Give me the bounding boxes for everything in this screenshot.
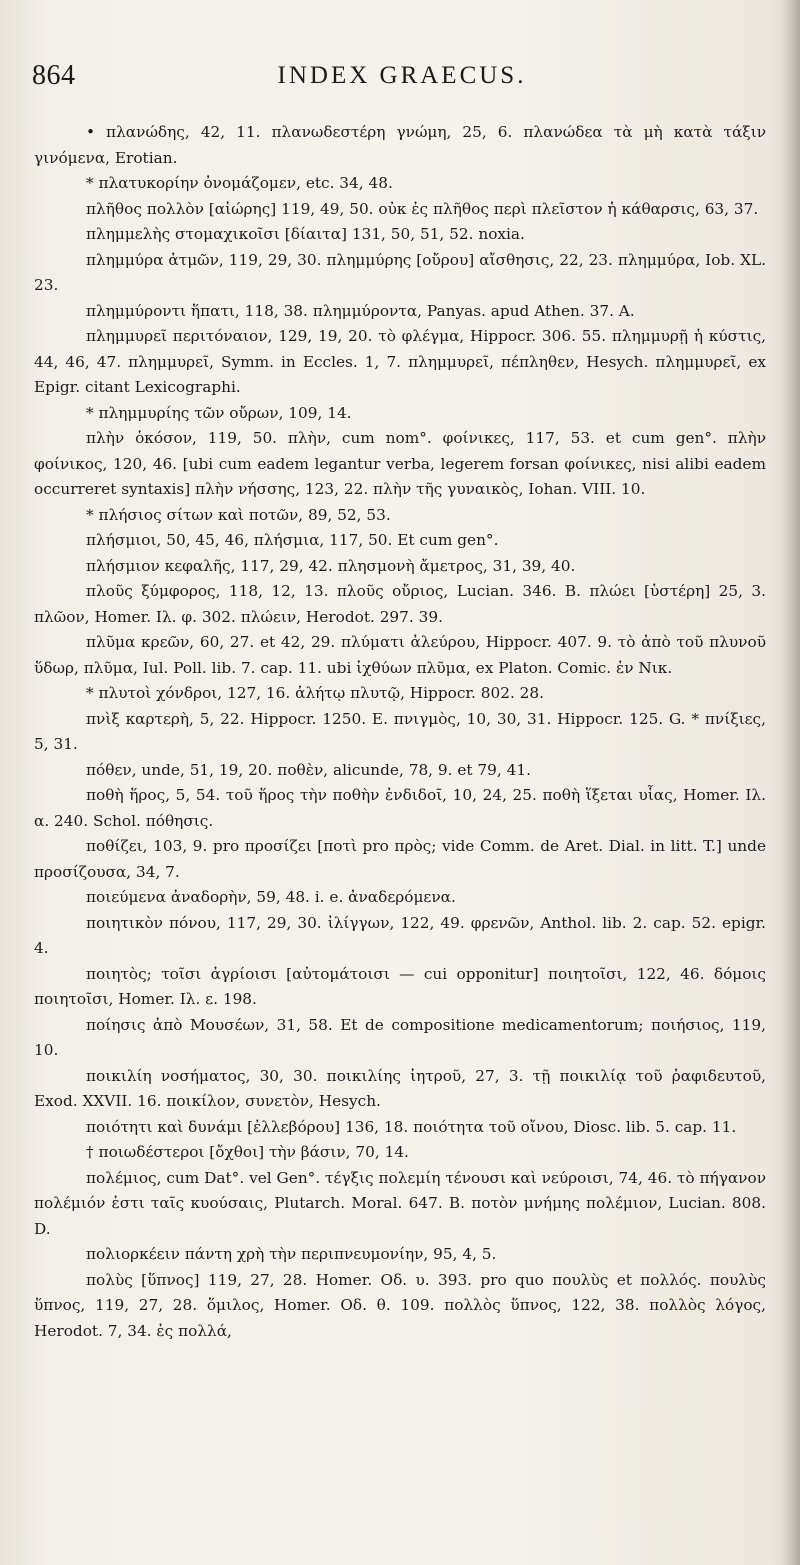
index-entry: • πλανώδης, 42, 11. πλανωδεστέρη γνώμη, 25, 6. πλανώδεα τὰ μὴ κατὰ τάξιν γινόμενα, Erotian.: [34, 123, 766, 167]
index-entry: ποθὴ ἥρος, 5, 54. τοῦ ἥρος τὴν ποθὴν ἐνδιδοῖ, 10, 24, 25. ποθὴ ἵξεται υἷας, Homer. Ιλ. α. 240. Schol. πόθησις.: [34, 786, 766, 830]
index-entry: ποιότητι καὶ δυνάμι [ἐλλεβόρου] 136, 18. ποιότητα τοῦ οἴνου, Diosc. lib. 5. cap. 11.: [86, 1117, 737, 1136]
index-entry: ποιεύμενα ἀναδορὴν, 59, 48. i. e. ἀναδερόμενα.: [86, 888, 456, 906]
index-entry: ποιητὸς; τοῖσι ἀγρίοισι [αὐτομάτοισι — cui opponitur] ποιητοῖσι, 122, 46. δόμοις ποιητοῖσι, Homer. Ιλ. ε. 198.: [34, 964, 766, 1008]
index-entry: ποθίζει, 103, 9. pro προσίζει [ποτὶ pro πρὸς; vide Comm. de Aret. Dial. in litt. T.] unde προσίζουσα, 34, 7.: [34, 837, 766, 881]
index-entry: πλὴν ὁκόσον, 119, 50. πλὴν, cum nom°. φοίνικες, 117, 53. et cum gen°. πλὴν φοίνικος, 120, 46. [ubi cum eadem legantur verba, legerem forsan φοίνικες, nisi alibi eadem occurreret syntaxis] πλὴν νήσσης, 123, 22. πλὴν τῆς γυναικὸς, Iohan. VIII. 10.: [34, 429, 766, 498]
index-entry: πλημμελὴς στομαχικοῖσι [δίαιτα] 131, 50, 51, 52. noxia.: [86, 225, 525, 243]
index-entry: * πλήσιος σίτων καὶ ποτῶν, 89, 52, 53.: [86, 505, 391, 524]
running-title: INDEX GRAECUS.: [277, 62, 527, 89]
index-entry: πνὶξ καρτερὴ, 5, 22. Hippocr. 1250. E. πνιγμὸς, 10, 30, 31. Hippocr. 125. G. * πνίξιες, 5, 31.: [34, 709, 766, 753]
index-entry: πλῆθος πολλὸν [αἰώρης] 119, 49, 50. οὐκ ἐς πλῆθος περὶ πλεῖστον ἡ κάθαρσις, 63, 37.: [86, 199, 759, 218]
page-header: [32, 60, 772, 100]
index-entry: πολὺς [ὕπνος] 119, 27, 28. Homer. Οδ. υ. 393. pro quo πουλὺς et πολλός. πουλὺς ὕπνος, 119, 27, 28. ὅμιλος, Homer. Οδ. θ. 109. πολλὸς ὕπνος, 122, 38. πολλὸς λόγος, Herodot. 7, 34. ἐς πολλά,: [34, 1270, 766, 1340]
index-entry: * πλημμυρίης τῶν οὔρων, 109, 14.: [86, 403, 352, 422]
page-edge-shadow: [782, 0, 800, 1565]
index-entry: πλοῦς ξύμφορος, 118, 12, 13. πλοῦς οὔριος, Lucian. 346. B. πλώει [ὑστέρη] 25, 3. πλῶον, Homer. Ιλ. φ. 302. πλώειν, Herodot. 297. 39.: [34, 582, 766, 626]
index-entry: πλῦμα κρεῶν, 60, 27. et 42, 29. πλύματι ἀλεύρου, Hippocr. 407. 9. τὸ ἀπὸ τοῦ πλυνοῦ ὕδωρ, πλῦμα, Iul. Poll. lib. 7. cap. 11. ubi ἰχθύων πλῦμα, ex Platon. Comic. ἐν Νικ.: [34, 633, 766, 677]
index-entry: ποίησις ἀπὸ Μουσέων, 31, 58. Et de compositione medicamentorum; ποιήσιος, 119, 10.: [34, 1015, 766, 1059]
index-entry: πολιορκέειν πάντη χρὴ τὴν περιπνευμονίην, 95, 4, 5.: [86, 1245, 497, 1263]
index-body: [34, 120, 766, 1344]
index-entry: ποικιλίη νοσήματος, 30, 30. ποικιλίης ἰητροῦ, 27, 3. τῇ ποικιλίᾳ τοῦ ῥαφιδευτοῦ, Exod. XXVII. 16. ποικίλον, συνετὸν, Hesych.: [34, 1066, 766, 1110]
index-entry: * πλυτοὶ χόνδροι, 127, 16. ἀλήτῳ πλυτῷ, Hippocr. 802. 28.: [86, 684, 545, 702]
index-entry: πόθεν, unde, 51, 19, 20. ποθὲν, alicunde, 78, 9. et 79, 41.: [86, 760, 531, 779]
index-entry: πλήσμιον κεφαλῆς, 117, 29, 42. πλησμονὴ ἄμετρος, 31, 39, 40.: [86, 556, 576, 575]
index-entry: πλημμυρεῖ περιτόναιον, 129, 19, 20. τὸ φλέγμα, Hippocr. 306. 55. πλημμυρῇ ἡ κύστις, 44, 46, 47. πλημμυρεῖ, Symm. in Eccles. 1, 7. πλημμυρεῖ, πέπληθεν, Hesych. πλημμυρεῖ, ex Epigr. citant Lexicographi.: [34, 327, 766, 396]
index-entry: † ποιωδέστεροι [ὄχθοι] τὴν βάσιν, 70, 14.: [86, 1143, 409, 1161]
index-entry: πλημμύροντι ἥπατι, 118, 38. πλημμύροντα, Panyas. apud Athen. 37. A.: [86, 301, 635, 320]
index-entry: πλήσμιοι, 50, 45, 46, πλήσμια, 117, 50. Et cum gen°.: [86, 531, 499, 549]
index-entry: πλημμύρα ἀτμῶν, 119, 29, 30. πλημμύρης [οὔρου] αἴσθησις, 22, 23. πλημμύρα, Iob. XL. 23.: [34, 250, 766, 294]
page-number: 864: [32, 60, 76, 91]
index-entry: * πλατυκορίην ὀνομάζομεν, etc. 34, 48.: [86, 174, 393, 192]
index-entry: πολέμιος, cum Dat°. vel Gen°. τέγξις πολεμίη τένουσι καὶ νεύροισι, 74, 46. τὸ πήγανον πολέμιόν ἐστι ταῖς κυούσαις, Plutarch. Moral. 647. B. ποτὸν μνήμης πολέμιον, Lucian. 808. D.: [34, 1168, 766, 1238]
index-entry: ποιητικὸν πόνου, 117, 29, 30. ἰλίγγων, 122, 49. φρενῶν, Anthol. lib. 2. cap. 52. epigr. 4.: [34, 913, 766, 957]
